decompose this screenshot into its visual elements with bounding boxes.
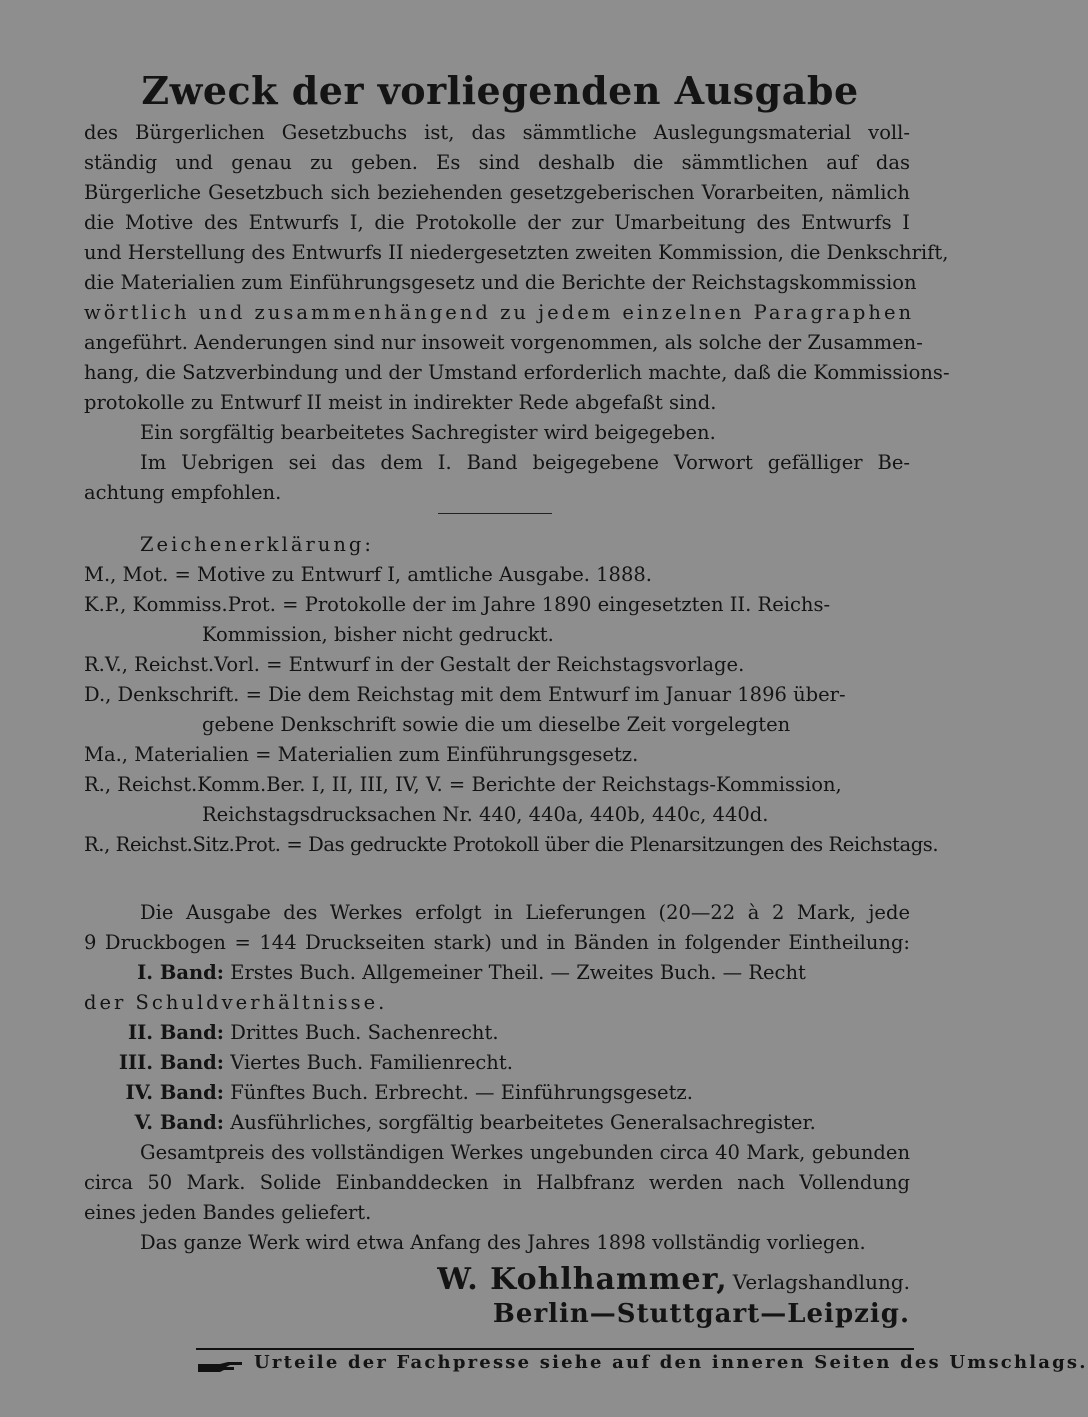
legend-row: R., Reichst.Sitz.Prot. = Das gedruckte Protokoll über die Plenarsitzungen des Reichstags.: [84, 833, 939, 856]
legend-heading: Zeichenerklärung:: [140, 533, 374, 556]
intro-line: wörtlich und zusammenhängend zu jedem einzelnen Paragraphen: [84, 301, 915, 324]
publisher-name: W. Kohlhammer,: [437, 1262, 728, 1297]
legend-row: R., Reichst.Komm.Ber. I, II, III, IV, V. = Berichte der Reichstags-Kommission,: [84, 773, 842, 796]
band-number: V. Band:: [134, 1111, 224, 1134]
intro-line: angeführt. Aenderungen sind nur insoweit vorgenommen, als solche der Zusammen-: [84, 331, 923, 354]
legend-row: K.P., Kommiss.Prot. = Protokolle der im Jahre 1890 eingesetzten II. Reichs-: [84, 593, 831, 616]
intro-line: protokolle zu Entwurf II meist in indirekter Rede abgefaßt sind.: [84, 391, 717, 414]
edition-line: Die Ausgabe des Werkes erfolgt in Lieferungen (20—22 à 2 Mark, jede: [140, 901, 910, 924]
legend-row-continuation: Kommission, bisher nicht gedruckt.: [202, 623, 554, 646]
band-entry: [84, 1078, 910, 1108]
band-contents: Erstes Buch. Allgemeiner Theil. — Zweites Buch. — Recht: [230, 961, 806, 984]
page-title: Zweck der vorliegenden Ausgabe: [141, 68, 859, 113]
band-entry: [84, 958, 910, 988]
legend-row: D., Denkschrift. = Die dem Reichstag mit dem Entwurf im Januar 1896 über-: [84, 683, 846, 706]
publisher-cities: Berlin—Stuttgart—Leipzig.: [492, 1299, 910, 1329]
price-line: circa 50 Mark. Solide Einbanddecken in Halbfranz werden nach Vollendung: [84, 1171, 910, 1194]
intro-line: und Herstellung des Entwurfs II niedergesetzten zweiten Kommission, die Denkschrift,: [84, 241, 949, 264]
publisher-block: [437, 1262, 910, 1329]
edition-section: [84, 898, 910, 1258]
intro-line: ständig und genau zu geben. Es sind deshalb die sämmtlichen auf das: [84, 151, 910, 174]
intro-line: die Motive des Entwurfs I, die Protokolle der zur Umarbeitung des Entwurfs I: [84, 211, 910, 234]
intro-line: die Materialien zum Einführungsgesetz und die Berichte der Reichstagskommission: [84, 271, 917, 294]
section-divider: [438, 513, 552, 514]
price-line: Gesamtpreis des vollständigen Werkes ungebunden circa 40 Mark, gebunden: [140, 1141, 910, 1164]
band-entry: [84, 1018, 910, 1048]
legend-row: M., Mot. = Motive zu Entwurf I, amtliche Ausgabe. 1888.: [84, 563, 652, 586]
band-contents: Fünftes Buch. Erbrecht. — Einführungsgesetz.: [230, 1081, 693, 1104]
price-line: eines jeden Bandes geliefert.: [84, 1201, 372, 1224]
legend-row: Ma., Materialien = Materialien zum Einführungsgesetz.: [84, 743, 639, 766]
band-contents: Viertes Buch. Familienrecht.: [230, 1051, 513, 1074]
edition-line: 9 Druckbogen = 144 Druckseiten stark) und in Bänden in folgender Eintheilung:: [84, 931, 910, 954]
band-number: III. Band:: [118, 1051, 224, 1074]
band-contents: Ausführliches, sorgfältig bearbeitetes Generalsachregister.: [230, 1111, 816, 1134]
publisher-role: Verlagshandlung.: [732, 1270, 910, 1294]
abbreviation-legend: [84, 530, 939, 860]
legend-row: R.V., Reichst.Vorl. = Entwurf in der Gestalt der Reichstagsvorlage.: [84, 653, 745, 676]
band-number: II. Band:: [128, 1021, 224, 1044]
legend-row-continuation: Reichstagsdrucksachen Nr. 440, 440a, 440b, 440c, 440d.: [202, 803, 769, 826]
footer-note: Urteile der Fachpresse siehe auf den inneren Seiten des Umschlags.: [254, 1352, 1088, 1373]
band-entry: [84, 1108, 910, 1138]
intro-line: achtung empfohlen.: [84, 481, 282, 504]
availability-line: Das ganze Werk wird etwa Anfang des Jahres 1898 vollständig vorliegen.: [140, 1231, 866, 1254]
band-contents: Drittes Buch. Sachenrecht.: [230, 1021, 499, 1044]
footer-rule: [196, 1348, 914, 1350]
band-number: I. Band:: [137, 961, 224, 984]
legend-row-continuation: gebene Denkschrift sowie die um dieselbe Zeit vorgelegten: [202, 713, 791, 736]
band-number: IV. Band:: [125, 1081, 224, 1104]
intro-line: Ein sorgfältig bearbeitetes Sachregister wird beigegeben.: [140, 421, 716, 444]
band-contents-continuation: der Schuldverhältnisse.: [84, 991, 388, 1014]
intro-line: Im Uebrigen sei das dem I. Band beigegebene Vorwort gefälliger Be-: [140, 451, 910, 474]
intro-line: des Bürgerlichen Gesetzbuchs ist, das sämmtliche Auslegungsmaterial voll-: [84, 121, 910, 144]
intro-paragraph: [84, 118, 950, 508]
band-entry: [84, 1048, 910, 1078]
intro-line: Bürgerliche Gesetzbuch sich beziehenden gesetzgeberischen Vorarbeiten, nämlich: [84, 181, 910, 204]
intro-line: hang, die Satzverbindung und der Umstand erforderlich machte, daß die Kommissions-: [84, 361, 950, 384]
